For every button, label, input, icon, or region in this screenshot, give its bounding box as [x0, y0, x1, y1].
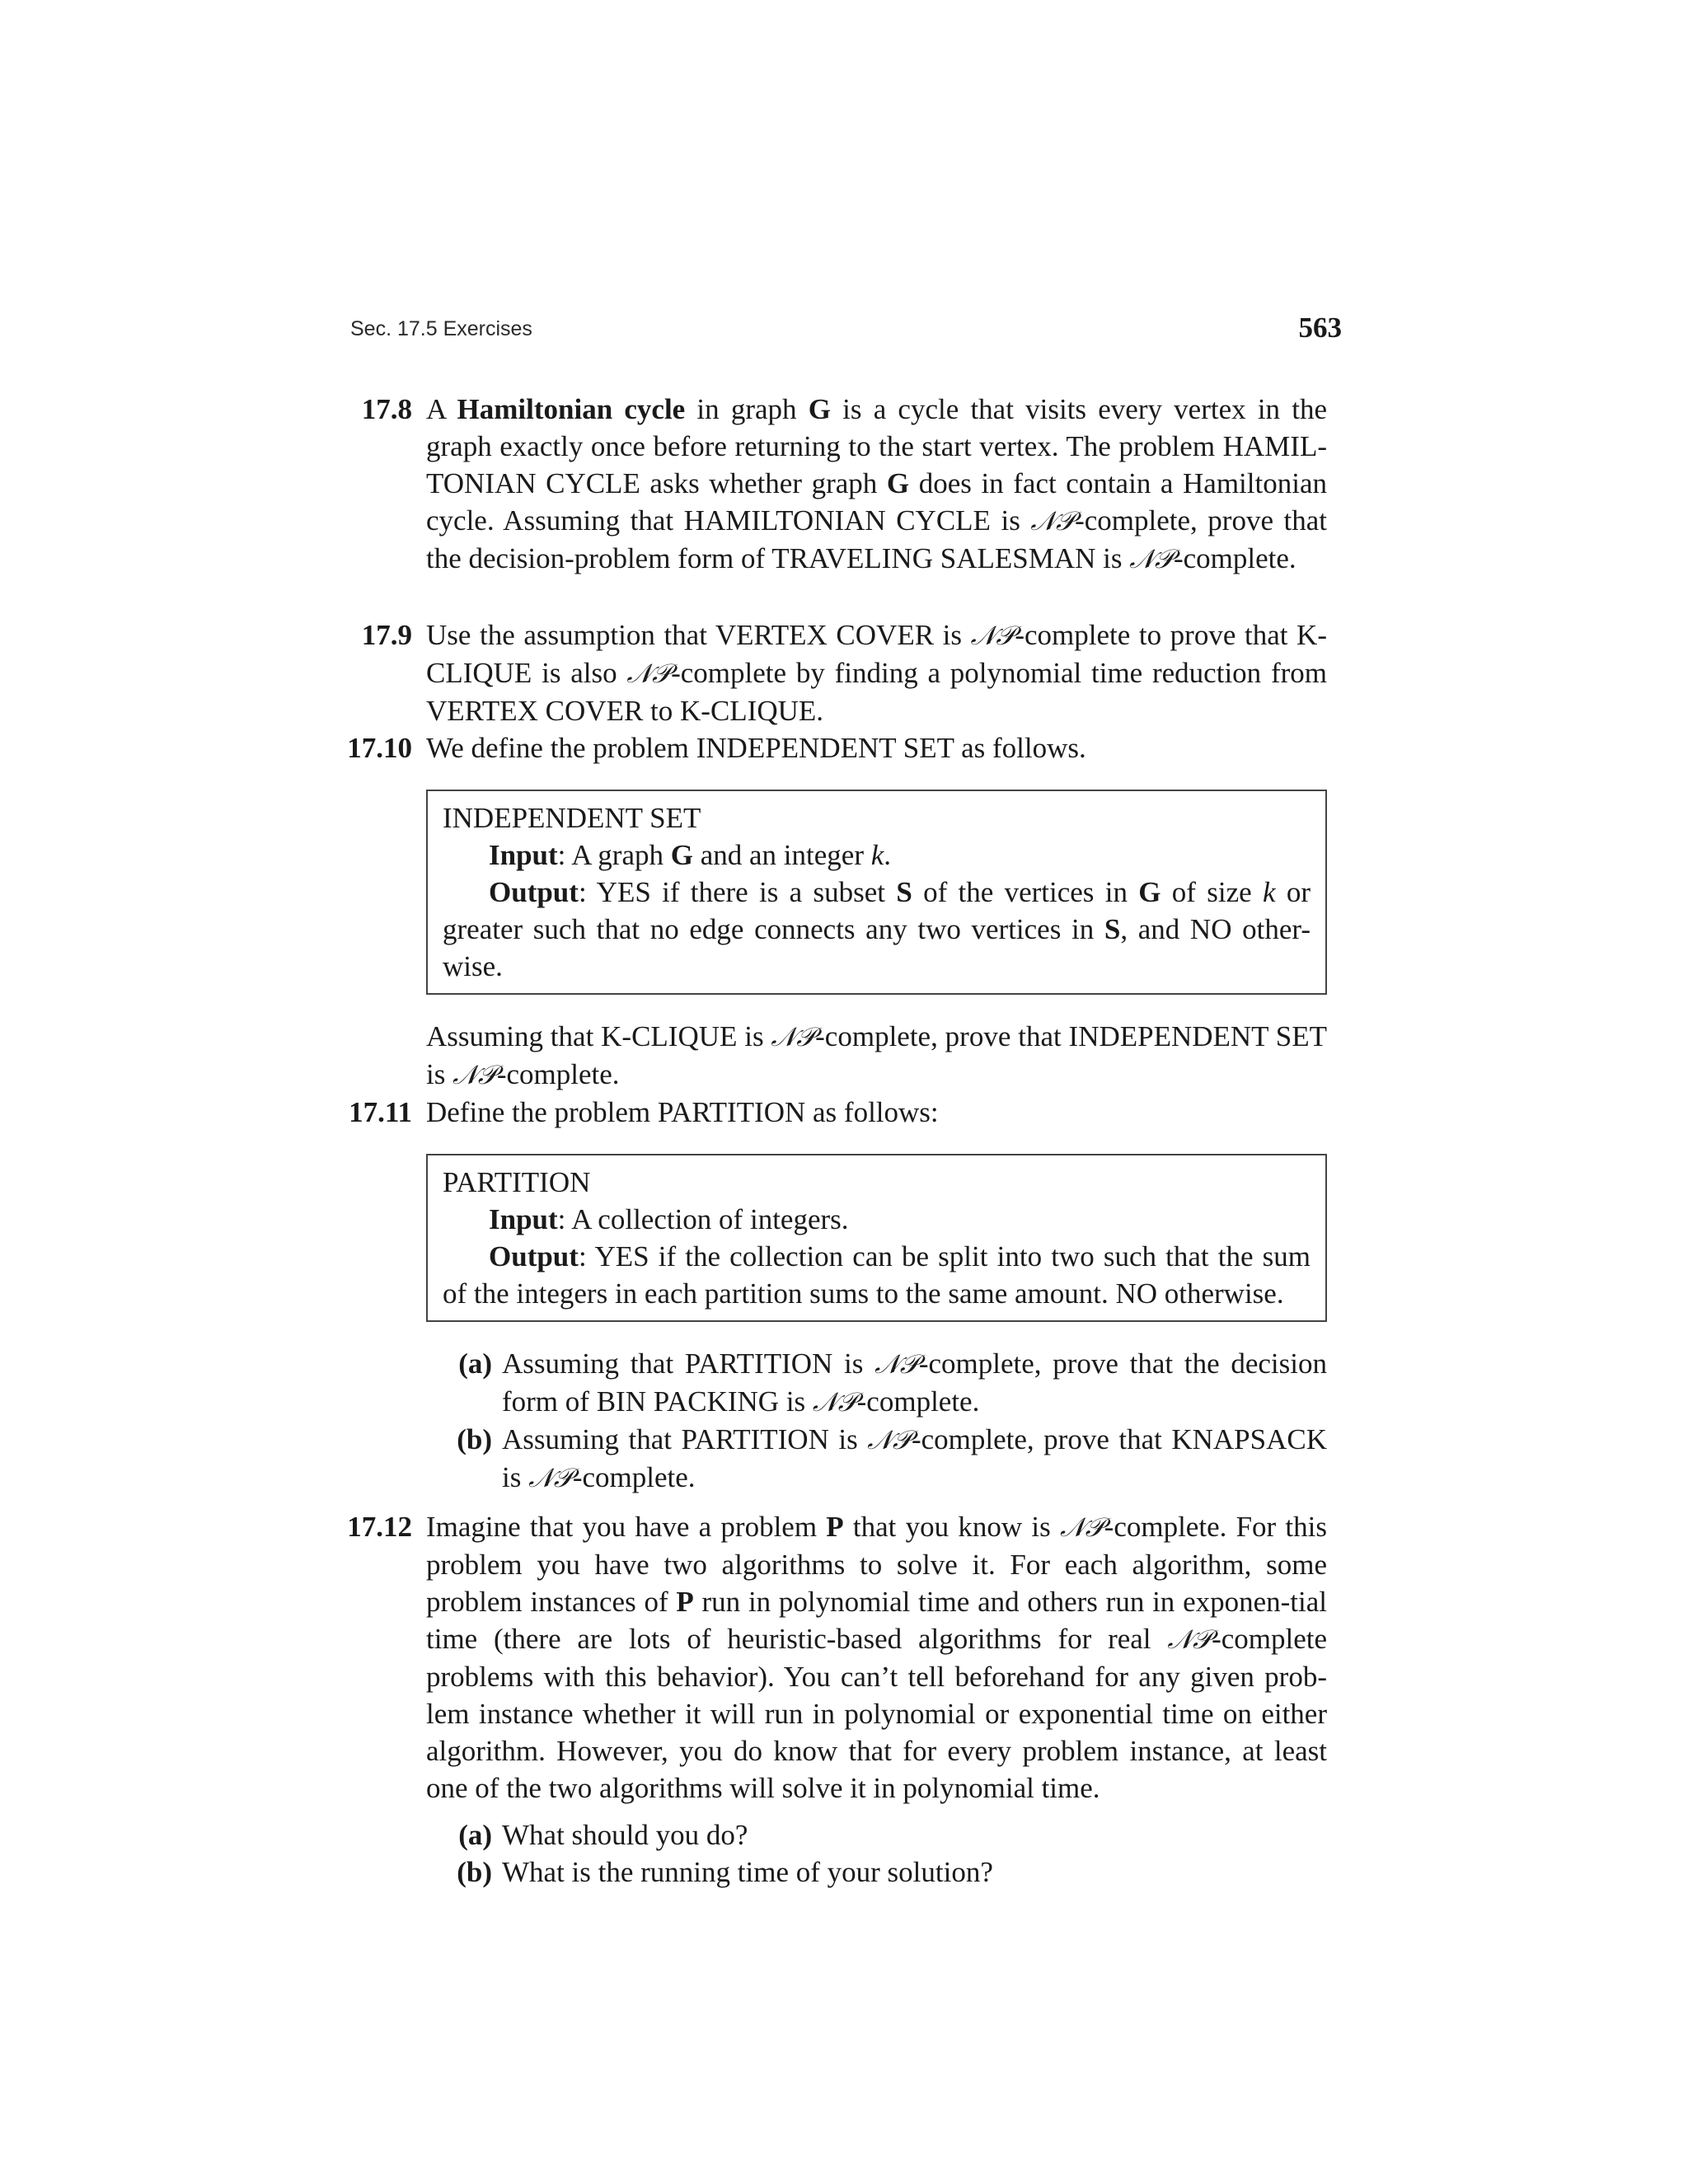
exercise-17-10 [330, 729, 1327, 1094]
subquestion-text: What is the running time of your solution? [502, 1856, 993, 1888]
graph-symbol: G [808, 393, 831, 425]
text: -complete by finding a polynomial time reduction from VERTEX COVER to K-CLIQUE. [426, 657, 1327, 727]
text: of size [1160, 876, 1263, 908]
exercise-task [426, 1018, 1327, 1094]
graph-symbol: G [1138, 876, 1161, 908]
text: -complete problems with this behavior). You can’t tell beforehand for any given prob-lem instance whether it will run in polynomial or exponential time on either algorithm. However, you do know that for every problem instance, at least one of the two algorithms will solve it in polynomial time. [426, 1623, 1327, 1804]
text: : A collection of integers. [557, 1203, 849, 1235]
exercise-17-8 [330, 391, 1327, 578]
subquestion-label: (b) [457, 1856, 492, 1888]
np-symbol: 𝒩𝒫 [874, 1348, 919, 1380]
text: Assuming that PARTITION is [502, 1423, 868, 1455]
text: -complete. [572, 1461, 696, 1493]
text: and an integer [692, 839, 871, 871]
exercise-number: 17.11 [349, 1096, 412, 1128]
exercise-intro: We define the problem INDEPENDENT SET as follows. [426, 732, 1086, 764]
text: does in fact contain a Hamiltonian cycle. Assuming that HAMILTONIAN CYCLE is [426, 467, 1327, 537]
exercise-17-12 [330, 1508, 1327, 1891]
np-symbol: 𝒩𝒫 [528, 1462, 573, 1493]
exercise-number: 17.9 [361, 619, 412, 651]
exercise-17-9 [330, 616, 1327, 729]
text: -complete, prove that the decision form of BIN PACKING is [502, 1347, 1327, 1418]
text: Use the assumption that VERTEX COVER is [426, 619, 971, 651]
np-symbol: 𝒩𝒫 [812, 1386, 857, 1418]
exercise-17-11 [330, 1094, 1327, 1497]
text: run in polynomial time and others run in exponen-tial time (there are lots of heuristic-based algorithms for real [426, 1586, 1327, 1655]
set-symbol: S [1104, 913, 1121, 945]
subquestion-text [502, 1421, 1327, 1497]
text: : YES if there is a subset [578, 876, 897, 908]
text: or greater such that no edge connects any two vertices in [443, 876, 1311, 945]
output-label: Output [489, 876, 579, 908]
text: is a cycle that visits every vertex in the graph exactly once before returning to the start vertex. The problem HAMIL-TONIAN CYCLE asks whether graph [426, 393, 1327, 499]
text: -complete, prove that the decision-problem form of TRAVELING SALESMAN is [426, 504, 1327, 574]
subquestion-text [502, 1345, 1327, 1421]
running-head: Sec. 17.5 Exercises [350, 317, 532, 340]
definition-input [443, 837, 1311, 874]
text: -complete to prove that K-CLIQUE is also [426, 619, 1327, 689]
page-number: 563 [1298, 312, 1342, 344]
text: that you know is [843, 1511, 1060, 1543]
problem-symbol: P [826, 1511, 844, 1543]
set-symbol: S [896, 876, 912, 908]
text: in graph [685, 393, 809, 425]
text: Assuming that K-CLIQUE is [426, 1020, 771, 1052]
subquestion-list [426, 1816, 1327, 1891]
exercise-text [426, 729, 1327, 1094]
k-variable: k [870, 839, 884, 871]
output-label: Output [489, 1240, 579, 1272]
definition-title: INDEPENDENT SET [443, 802, 701, 834]
text: , and NO other-wise. [443, 913, 1311, 982]
exercise-intro: Define the problem PARTITION as follows: [426, 1096, 939, 1128]
subquestion-text: What should you do? [502, 1819, 748, 1851]
text: -complete, prove that INDEPENDENT SET is [426, 1020, 1327, 1090]
np-symbol: 𝒩𝒫 [452, 1059, 497, 1090]
text: -complete. [496, 1058, 620, 1090]
problem-symbol: P [676, 1586, 694, 1618]
exercise-number: 17.10 [347, 732, 412, 764]
subquestion-a [426, 1345, 1327, 1421]
input-label: Input [489, 839, 558, 871]
exercise-number: 17.12 [347, 1511, 412, 1543]
page-content [330, 391, 1327, 1891]
exercise-text [426, 1508, 1327, 1891]
definition-output [443, 874, 1311, 985]
text: Imagine that you have a problem [426, 1511, 827, 1543]
text: A [426, 393, 457, 425]
k-variable: k [1262, 876, 1276, 908]
exercise-statement [426, 1508, 1327, 1807]
np-symbol: 𝒩𝒫 [626, 658, 672, 689]
subquestion-label: (a) [458, 1819, 492, 1851]
np-symbol: 𝒩𝒫 [1167, 1624, 1212, 1655]
text: . [884, 839, 892, 871]
subquestion-label: (b) [457, 1423, 492, 1455]
definition-title: PARTITION [443, 1166, 591, 1198]
subquestion-a [426, 1816, 1327, 1854]
subquestion-label: (a) [458, 1347, 492, 1380]
subquestion-b [426, 1421, 1327, 1497]
graph-symbol: G [886, 467, 910, 499]
term-hamiltonian-cycle: Hamiltonian cycle [457, 393, 686, 425]
np-symbol: 𝒩𝒫 [867, 1424, 912, 1455]
text: : YES if the collection can be split into two such that the sum of the integers in each partition sums to the same amount. NO otherwise. [443, 1240, 1311, 1310]
text: : A graph [557, 839, 671, 871]
np-symbol: 𝒩𝒫 [1129, 543, 1174, 574]
np-symbol: 𝒩𝒫 [771, 1021, 816, 1052]
exercise-text [426, 391, 1327, 578]
exercise-text [426, 1094, 1327, 1497]
text: Assuming that PARTITION is [502, 1347, 875, 1380]
np-symbol: 𝒩𝒫 [1030, 505, 1076, 537]
np-symbol: 𝒩𝒫 [970, 620, 1015, 651]
text: -complete. [856, 1385, 980, 1418]
subquestion-b [426, 1854, 1327, 1891]
text: -complete, prove that KNAPSACK is [502, 1423, 1328, 1493]
text: -complete. [1173, 542, 1296, 574]
input-label: Input [489, 1203, 558, 1235]
definition-input [443, 1201, 1311, 1238]
subquestion-list [426, 1345, 1327, 1497]
definition-box-partition [426, 1154, 1327, 1322]
exercise-number: 17.8 [361, 393, 412, 425]
text: of the vertices in [912, 876, 1139, 908]
np-symbol: 𝒩𝒫 [1059, 1511, 1104, 1543]
definition-output [443, 1238, 1311, 1312]
exercise-text [426, 616, 1327, 729]
definition-box-independent-set [426, 790, 1327, 995]
text: -complete. For this problem you have two algorithms to solve it. For each algorithm, some problem instances of [426, 1511, 1328, 1618]
graph-symbol: G [670, 839, 693, 871]
